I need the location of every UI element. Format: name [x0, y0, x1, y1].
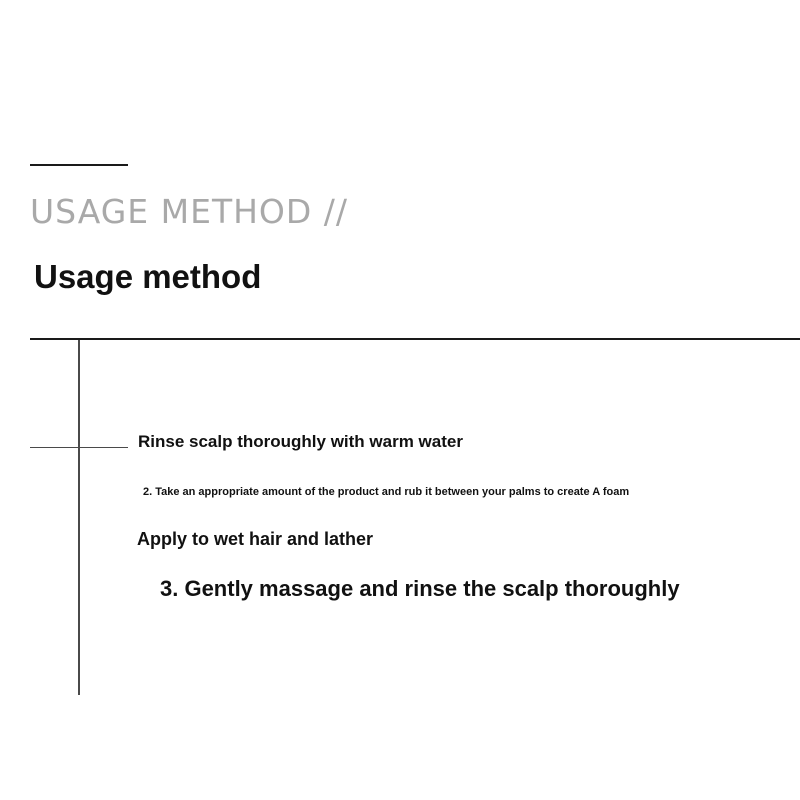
- step-create-foam: 2. Take an appropriate amount of the product and rub it between your palms to create A foam: [143, 486, 630, 498]
- top-divider: [30, 164, 128, 166]
- timeline-marker: [30, 447, 128, 448]
- page-title: Usage method: [34, 258, 262, 295]
- step-rinse-scalp: Rinse scalp thoroughly with warm water: [138, 432, 463, 451]
- step-massage-rinse: 3. Gently massage and rinse the scalp thoroughly: [160, 576, 680, 601]
- section-heading-english: USAGE METHOD //: [30, 192, 349, 231]
- timeline-line: [78, 340, 80, 695]
- section-divider: [30, 338, 800, 340]
- step-apply-lather: Apply to wet hair and lather: [137, 529, 374, 549]
